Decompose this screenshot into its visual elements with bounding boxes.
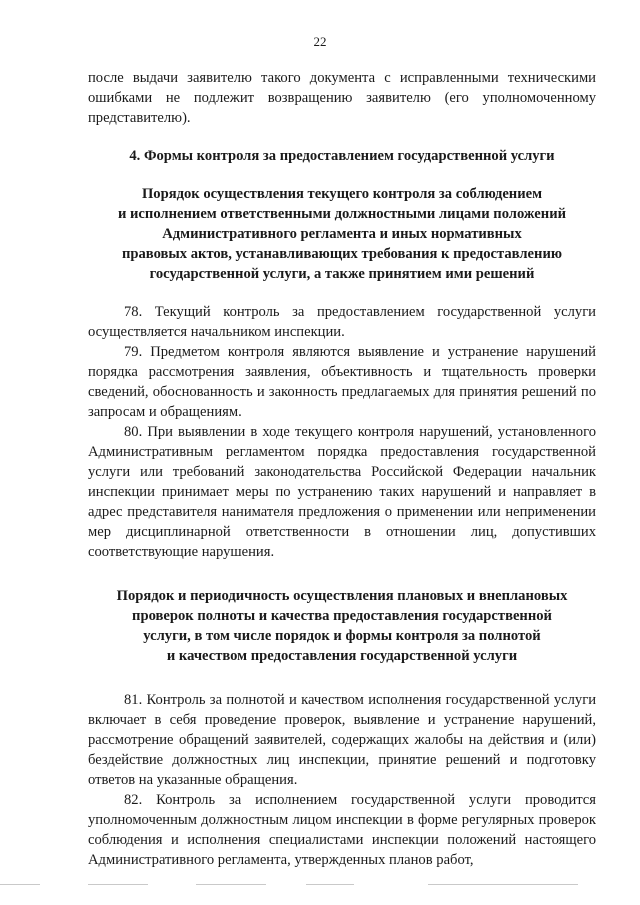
paragraph-79: 79. Предметом контроля являются выявление и устранение нарушений порядка рассмотрения заявления, объективность и тщательность проверки сведений, обоснованность и законность предлагаемых для принятия решений по запросам и обращениям.: [88, 344, 596, 420]
subsection-1-line: и исполнением ответственными должностными лицами положений: [117, 206, 567, 222]
scan-artifacts: [0, 880, 640, 890]
section-title: 4. Формы контроля за предоставлением государственной услуги: [129, 148, 555, 164]
page-number: 22: [313, 34, 327, 49]
subsection-2-line: услуги, в том числе порядок и формы контроля за полнотой: [143, 628, 541, 644]
subsection-1-line: Административного регламента и иных нормативных: [162, 226, 522, 242]
subsection-1-line: Порядок осуществления текущего контроля за соблюдением: [141, 186, 543, 202]
paragraph-80: 80. При выявлении в ходе текущего контроля нарушений, установленного Административным регламентом порядка предоставления государственной услуги или требований законодательства Российской Федерации начальник инспекции принимает меры по устранению таких нарушений и направляет в адрес представителя нанимателя предложения о применении или неприменении мер дисциплинарной ответственности в отношении лиц, допустивших соответствующие нарушения.: [88, 424, 596, 560]
subsection-heading-1: [88, 184, 596, 284]
page-content: [88, 68, 596, 870]
paragraph-78: 78. Текущий контроль за предоставлением государственной услуги осуществляется начальником инспекции.: [88, 304, 596, 340]
subsection-1-line: правовых актов, устанавливающих требования к предоставлению: [121, 246, 563, 262]
continuation-paragraph: после выдачи заявителю такого документа с исправленными техническими ошибками не подлежит возвращению заявителю (его уполномоченному представителю).: [88, 70, 596, 126]
subsection-heading-2: [88, 586, 596, 666]
subsection-1-line: государственной услуги, а также принятием ими решений: [149, 266, 535, 282]
subsection-2-line: и качеством предоставления государственной услуги: [166, 648, 518, 664]
subsection-2-line: проверок полноты и качества предоставления государственной: [132, 608, 552, 624]
paragraph-82: 82. Контроль за исполнением государственной услуги проводится уполномоченным должностным лицом инспекции в форме регулярных проверок соблюдения и исполнения специалистами инспекции положений настоящего Административного регламента, утвержденных планов работ,: [88, 792, 596, 868]
paragraph-81: 81. Контроль за полнотой и качеством исполнения государственной услуги включает в себя проведение проверок, выявление и устранение нарушений, рассмотрение обращений заявителей, содержащих жалобы на действия и (или) бездействие должностных лиц инспекции, принятие решений и подготовку ответов на указанные обращения.: [88, 692, 596, 788]
subsection-2-line: Порядок и периодичность осуществления плановых и внеплановых: [116, 588, 568, 604]
